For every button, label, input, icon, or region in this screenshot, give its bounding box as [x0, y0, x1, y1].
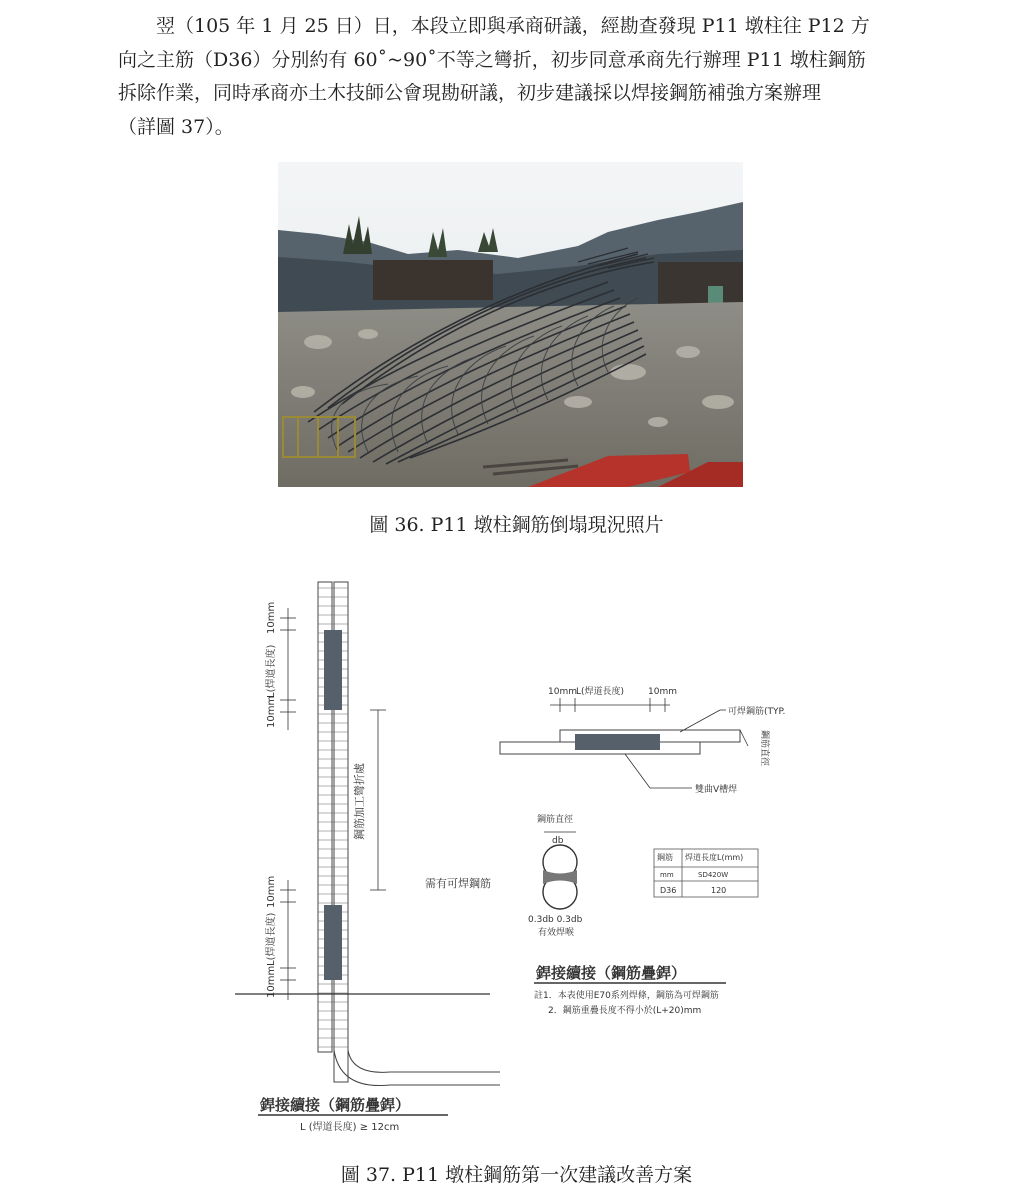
section-diameter-label: 鋼筋直徑 [537, 815, 574, 825]
right-detail-note-1: 註1．本表使用E70系列焊條，鋼筋為可焊鋼筋 [534, 991, 719, 1001]
right-detail-note-2: 2．鋼筋重疊長度不得小於(L+20)mm [548, 1006, 702, 1016]
label-double-v-groove: 雙曲V槽焊 [695, 785, 738, 795]
left-detail-subtitle: L (焊道長度) ≥ 12cm [300, 1122, 400, 1133]
weld-zone-lower [324, 905, 342, 980]
label-rebar-diameter-side: 鋼筋直徑 [759, 730, 769, 767]
dim-bend-zone: 鋼筋加工彎折處 [353, 763, 366, 840]
table-header-grade: SD420W [698, 871, 729, 879]
weld-zone-upper [324, 630, 342, 710]
section-dims: 0.3db 0.3db [528, 915, 583, 925]
paragraph-line-1: 翌（105 年 1 月 25 日）日，本段立即與承商研議，經勘查發現 P11 墩柱往 P12 方 [156, 15, 870, 37]
figure-37-caption: 圖 37. P11 墩柱鋼筋第一次建議改善方案 [340, 1164, 693, 1186]
section-effective-throat: 有效焊喉 [538, 928, 575, 938]
dim-10mm-b: 10mm [266, 695, 277, 728]
body-paragraph [118, 10, 918, 144]
dim-10mm-d: 10mm [266, 965, 277, 998]
table-header-rebar-unit: mm [660, 871, 674, 879]
table-cell-d36: D36 [660, 886, 677, 895]
weld-splice-drawing [230, 570, 810, 1140]
dim-weld-length-a: L(焊道長度) [266, 644, 277, 698]
dim-weld-length-b: L(焊道長度) [266, 912, 277, 966]
table-header-rebar: 鋼筋 [657, 853, 673, 862]
vertical-rebar [318, 582, 500, 1086]
left-detail-title: 銲接續接（鋼筋疊銲） [260, 1096, 411, 1114]
dim-horizontal-weld-length: L(焊道長度) [576, 687, 625, 697]
note-weldable-rebar: 需有可焊鋼筋 [425, 877, 491, 890]
dim-10mm-c: 10mm [266, 875, 277, 908]
right-detail-title: 銲接續接（鋼筋疊銲） [536, 964, 687, 982]
paragraph-line-2: 向之主筋（D36）分別約有 60˚~90˚不等之彎折，初步同意承商先行辦理 P11 墩柱鋼筋 [118, 48, 866, 71]
table-cell-120: 120 [711, 886, 727, 895]
paragraph-line-3: 拆除作業，同時承商亦土木技師公會現勘研議，初步建議採以焊接鋼筋補強方案辦理 [118, 82, 822, 104]
rebar-cross-section [543, 845, 577, 909]
rebar-collapse-photo [278, 162, 743, 487]
section-db-label: db [552, 836, 564, 846]
paragraph-line-4: （詳圖 37）。 [118, 115, 234, 138]
weld-zone-horizontal [575, 734, 660, 750]
label-weldable-rebar-typ: 可焊鋼筋(TYP. [728, 707, 786, 717]
dim-horizontal-10mm-right: 10mm [648, 687, 677, 697]
figure-36-caption: 圖 36. P11 墩柱鋼筋倒塌現況照片 [369, 514, 664, 536]
dim-10mm-a: 10mm [266, 601, 277, 634]
dim-horizontal-10mm-left: 10mm [548, 687, 577, 697]
table-header-weld-length: 焊道長度L(mm) [685, 853, 744, 862]
